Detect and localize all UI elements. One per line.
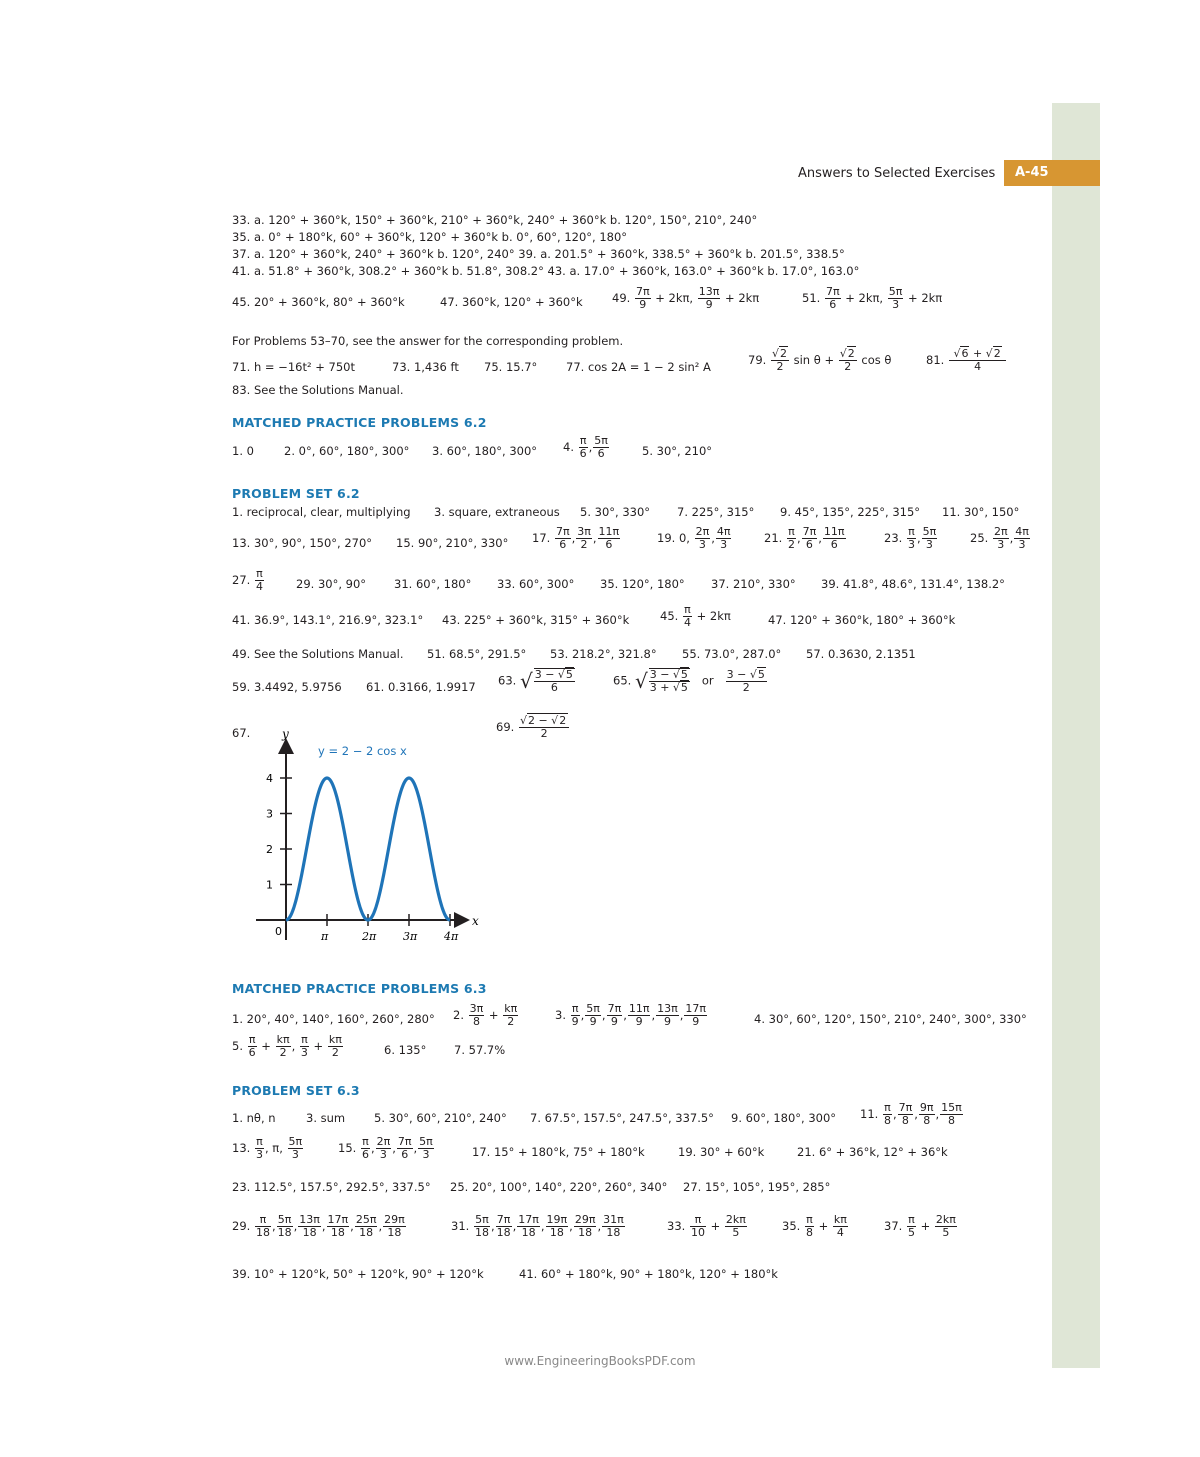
ps62-1: 1. reciprocal, clear, multiplying (232, 505, 411, 519)
section-title-mpp-6-3: MATCHED PRACTICE PROBLEMS 6.3 (232, 981, 487, 996)
ps62-41: 41. 36.9°, 143.1°, 216.9°, 323.1° (232, 613, 424, 627)
note-53-70: For Problems 53–70, see the answer for the corresponding problem. (232, 334, 624, 348)
ps63-37: 37. $\frac{\pi}{5}$ + $\frac{2k\pi}{5}$ (884, 1213, 956, 1239)
ps62-13: 13. 30°, 90°, 150°, 270° (232, 536, 373, 550)
x-tick-label: 3π (403, 930, 418, 943)
ps62-21: 21. $\frac{\pi}{2}$ , $\frac{7\pi}{6}$ , $\frac{11\pi}{6}$ (764, 525, 845, 551)
answer-45: 45. 20° + 360°k, 80° + 360°k (232, 295, 405, 309)
ps62-69: 69. $\frac{√2 - √2}{2}$ (496, 715, 570, 740)
side-band (1052, 103, 1100, 1368)
ps62-7: 7. 225°, 315° (677, 505, 755, 519)
origin-label: 0 (275, 925, 282, 938)
ps62-11: 11. 30°, 150° (942, 505, 1020, 519)
footer-url: www.EngineeringBooksPDF.com (504, 1354, 696, 1368)
mpp62-1: 1. 0 (232, 444, 254, 458)
mpp63-3: 3. $\frac{\pi}{9}$ , $\frac{5\pi}{9}$ , $\frac{7\pi}{9}$ , $\frac{11\pi}{9}$ , $\frac{13\pi}{9}$ , $\frac{17\pi}{9}$ (555, 1002, 707, 1028)
y-tick-label: 3 (266, 807, 273, 821)
ps62-31: 31. 60°, 180° (394, 577, 472, 591)
answer-41-43: 41. a. 51.8° + 360°k, 308.2° + 360°k b. 51.8°, 308.2° 43. a. 17.0° + 360°k, 163.0° + 360°k b. 17.0°, 163.0° (232, 264, 860, 278)
ps62-67: 67. (232, 726, 251, 740)
ps62-27: 27. $\frac{\pi}{4}$ (232, 567, 263, 593)
answer-51: 51. $\frac{7\pi}{6}$ + 2kπ, $\frac{5\pi}{3}$ + 2kπ (802, 285, 943, 311)
section-title-ps-6-3: PROBLEM SET 6.3 (232, 1083, 360, 1098)
ps62-29: 29. 30°, 90° (296, 577, 367, 591)
ps63-7: 7. 67.5°, 157.5°, 247.5°, 337.5° (530, 1111, 714, 1125)
mpp62-5: 5. 30°, 210° (642, 444, 713, 458)
section-title-mpp-6-2: MATCHED PRACTICE PROBLEMS 6.2 (232, 415, 487, 430)
ps63-13: 13. $\frac{\pi}{3}$ , π, $\frac{5\pi}{3}$ (232, 1135, 303, 1161)
cosine-graph (248, 724, 488, 960)
mpp62-2: 2. 0°, 60°, 180°, 300° (284, 444, 410, 458)
answer-79: 79. $\frac{√2}{2}$ sin θ + $\frac{√2}{2}$ cos θ (748, 347, 892, 373)
ps63-21: 21. 6° + 36°k, 12° + 36°k (797, 1145, 948, 1159)
graph-equation: y = 2 − 2 cos x (318, 744, 407, 758)
ps62-39: 39. 41.8°, 48.6°, 131.4°, 138.2° (821, 577, 1005, 591)
ps62-5: 5. 30°, 330° (580, 505, 651, 519)
ps63-25: 25. 20°, 100°, 140°, 220°, 260°, 340° (450, 1180, 668, 1194)
answer-73: 73. 1,436 ft (392, 360, 459, 374)
ps63-1: 1. nθ, n (232, 1111, 276, 1125)
ps62-19: 19. 0, $\frac{2\pi}{3}$ , $\frac{4\pi}{3}$ (657, 525, 731, 551)
answer-81: 81. $\frac{√6 + √2}{4}$ (926, 348, 1007, 373)
answer-71: 71. h = −16t² + 750t (232, 360, 355, 374)
ps62-33: 33. 60°, 300° (497, 577, 575, 591)
ps62-61: 61. 0.3166, 1.9917 (366, 680, 476, 694)
ps63-33: 33. $\frac{\pi}{10}$ + $\frac{2k\pi}{5}$ (667, 1213, 746, 1239)
ps63-17: 17. 15° + 180°k, 75° + 180°k (472, 1145, 645, 1159)
ps63-5: 5. 30°, 60°, 210°, 240° (374, 1111, 507, 1125)
x-tick-label: 4π (444, 930, 459, 943)
ps63-11: 11. $\frac{\pi}{8}$ , $\frac{7\pi}{8}$ , $\frac{9\pi}{8}$ , $\frac{15\pi}{8}$ (860, 1101, 962, 1127)
ps63-35: 35. $\frac{\pi}{8}$ + $\frac{k\pi}{4}$ (782, 1213, 847, 1239)
ps63-15: 15. $\frac{\pi}{6}$ , $\frac{2\pi}{3}$ , $\frac{7\pi}{6}$ , $\frac{5\pi}{3}$ (338, 1135, 433, 1161)
section-title-ps-6-2: PROBLEM SET 6.2 (232, 486, 360, 501)
ps62-3: 3. square, extraneous (434, 505, 560, 519)
ps63-31: 31. $\frac{5\pi}{18}$ , $\frac{7\pi}{18}$ , $\frac{17\pi}{18}$ , $\frac{19\pi}{18}$ , $\frac{29\pi}{18}$ , $\frac{31\pi}{18}$ (451, 1213, 624, 1239)
ps63-41: 41. 60° + 180°k, 90° + 180°k, 120° + 180°k (519, 1267, 778, 1281)
ps62-49: 49. See the Solutions Manual. (232, 647, 404, 661)
mpp62-4: 4. $\frac{\pi}{6}$ , $\frac{5\pi}{6}$ (563, 434, 608, 460)
mpp63-1: 1. 20°, 40°, 140°, 160°, 260°, 280° (232, 1012, 435, 1026)
ps62-25: 25. $\frac{2\pi}{3}$ , $\frac{4\pi}{3}$ (970, 525, 1029, 551)
curve-series (286, 778, 450, 920)
mpp63-6: 6. 135° (384, 1043, 427, 1057)
ps63-9: 9. 60°, 180°, 300° (731, 1111, 837, 1125)
answer-49: 49. $\frac{7\pi}{9}$ + 2kπ, $\frac{13\pi}{9}$ + 2kπ (612, 285, 760, 311)
ps62-53: 53. 218.2°, 321.8° (550, 647, 657, 661)
answer-77: 77. cos 2A = 1 − 2 sin² A (566, 360, 711, 374)
ps63-19: 19. 30° + 60°k (678, 1145, 765, 1159)
answer-83: 83. See the Solutions Manual. (232, 383, 404, 397)
ps62-55: 55. 73.0°, 287.0° (682, 647, 782, 661)
ps62-65: 65. √ $\frac{3 - √5}{3 + √5}$ or $\frac{3 - √5}{2}$ (613, 667, 765, 694)
x-tick-label: π (321, 930, 329, 943)
ps62-35: 35. 120°, 180° (600, 577, 685, 591)
x-axis-label: x (472, 914, 479, 928)
ps62-47: 47. 120° + 360°k, 180° + 360°k (768, 613, 956, 627)
y-axis-label: y (282, 727, 289, 741)
ps63-27: 27. 15°, 105°, 195°, 285° (683, 1180, 831, 1194)
answer-47: 47. 360°k, 120° + 360°k (440, 295, 583, 309)
mpp63-4: 4. 30°, 60°, 120°, 150°, 210°, 240°, 300°, 330° (754, 1012, 1027, 1026)
y-tick-label: 4 (266, 772, 273, 785)
mpp63-2: 2. $\frac{3\pi}{8}$ + $\frac{k\pi}{2}$ (453, 1002, 518, 1028)
ps62-23: 23. $\frac{\pi}{3}$ , $\frac{5\pi}{3}$ (884, 525, 937, 551)
ps62-45: 45. $\frac{\pi}{4}$ + 2kπ (660, 603, 731, 629)
mpp62-3: 3. 60°, 180°, 300° (432, 444, 538, 458)
ps62-63: 63. √ $\frac{3 - √5}{6}$ (498, 668, 573, 694)
ps62-59: 59. 3.4492, 5.9756 (232, 680, 342, 694)
y-tick-label: 1 (266, 878, 273, 892)
ps62-43: 43. 225° + 360°k, 315° + 360°k (442, 613, 630, 627)
ps63-3: 3. sum (306, 1111, 346, 1125)
answer-35: 35. a. 0° + 180°k, 60° + 360°k, 120° + 360°k b. 0°, 60°, 120°, 180° (232, 230, 628, 244)
ps62-57: 57. 0.3630, 2.1351 (806, 647, 916, 661)
ps63-23: 23. 112.5°, 157.5°, 292.5°, 337.5° (232, 1180, 431, 1194)
mpp63-7: 7. 57.7% (454, 1043, 506, 1057)
running-title: Answers to Selected Exercises (798, 166, 996, 181)
ps62-51: 51. 68.5°, 291.5° (427, 647, 527, 661)
ps62-9: 9. 45°, 135°, 225°, 315° (780, 505, 921, 519)
page-number-tab: A-45 (1004, 160, 1100, 186)
ps63-29: 29. $\frac{\pi}{18}$ , $\frac{5\pi}{18}$ , $\frac{13\pi}{18}$ , $\frac{17\pi}{18}$ , $\frac{25\pi}{18}$ , $\frac{29\pi}{18}$ (232, 1213, 405, 1239)
y-tick-label: 2 (266, 843, 273, 856)
ps62-15: 15. 90°, 210°, 330° (396, 536, 509, 550)
ps62-37: 37. 210°, 330° (711, 577, 796, 591)
answer-75: 75. 15.7° (484, 360, 538, 374)
ps62-17: 17. $\frac{7\pi}{6}$ , $\frac{3\pi}{2}$ , $\frac{11\pi}{6}$ (532, 525, 620, 551)
ps63-39: 39. 10° + 120°k, 50° + 120°k, 90° + 120°k (232, 1267, 484, 1281)
mpp63-5: 5. $\frac{\pi}{6}$ + $\frac{k\pi}{2}$ , $\frac{\pi}{3}$ + $\frac{k\pi}{2}$ (232, 1033, 342, 1059)
x-tick-label: 2π (362, 930, 377, 943)
answer-33: 33. a. 120° + 360°k, 150° + 360°k, 210° + 360°k, 240° + 360°k b. 120°, 150°, 210°, 240° (232, 213, 758, 227)
answer-37-39: 37. a. 120° + 360°k, 240° + 360°k b. 120°, 240° 39. a. 201.5° + 360°k, 338.5° + 360°k b. 201.5°, 338.5° (232, 247, 845, 261)
